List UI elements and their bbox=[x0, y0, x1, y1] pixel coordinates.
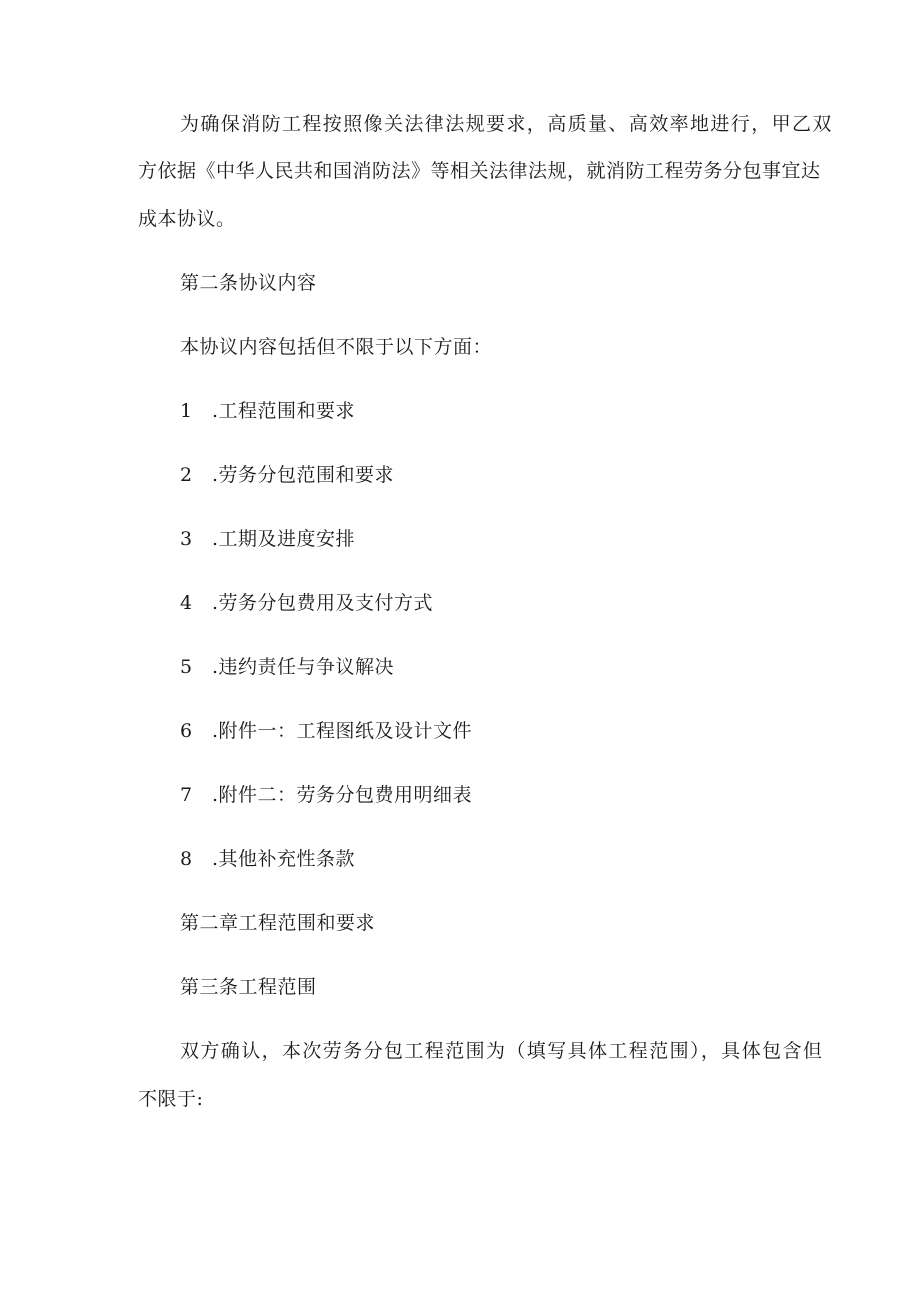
list-item-number: 4 bbox=[180, 592, 193, 614]
list-item-number: 8 bbox=[180, 848, 193, 870]
list-item-text: .违约责任与争议解决 bbox=[212, 656, 395, 678]
list-item-text: .劳务分包范围和要求 bbox=[212, 464, 395, 486]
list-item bbox=[180, 399, 355, 423]
list-item bbox=[180, 527, 355, 551]
list-item-number: 1 bbox=[180, 400, 193, 422]
list-item-text: .劳务分包费用及支付方式 bbox=[212, 592, 434, 614]
list-item bbox=[180, 591, 433, 615]
list-item-number: 3 bbox=[180, 528, 193, 550]
article3-heading: 第三条工程范围 bbox=[180, 976, 317, 998]
list-item-number: 6 bbox=[180, 720, 193, 742]
list-item bbox=[180, 783, 472, 807]
list-item-number: 5 bbox=[180, 656, 193, 678]
list-item bbox=[180, 847, 355, 871]
list-item-number: 2 bbox=[180, 464, 193, 486]
list-item-number: 7 bbox=[180, 784, 193, 806]
article3-paragraph-line-2: 不限于: bbox=[138, 1088, 204, 1110]
list-item-text: .工期及进度安排 bbox=[212, 528, 356, 550]
chapter2-heading: 第二章工程范围和要求 bbox=[180, 912, 376, 934]
list-item bbox=[180, 719, 472, 743]
list-item-text: .其他补充性条款 bbox=[212, 848, 356, 870]
article2-heading: 第二条协议内容 bbox=[180, 272, 317, 294]
list-item-text: .附件一：工程图纸及设计文件 bbox=[212, 720, 473, 742]
list-item-text: .附件二：劳务分包费用明细表 bbox=[212, 784, 473, 806]
list-item bbox=[180, 463, 394, 487]
intro-paragraph-line-2: 方依据《中华人民共和国消防法》等相关法律法规，就消防工程劳务分包事宜达 bbox=[138, 160, 821, 182]
list-item-text: .工程范围和要求 bbox=[212, 400, 356, 422]
intro-paragraph-line-3: 成本协议。 bbox=[138, 208, 236, 230]
list-item bbox=[180, 655, 394, 679]
article2-intro: 本协议内容包括但不限于以下方面： bbox=[180, 336, 493, 358]
article3-paragraph-line-1: 双方确认，本次劳务分包工程范围为（填写具体工程范围），具体包含但 bbox=[180, 1040, 824, 1062]
intro-paragraph-line-1: 为确保消防工程按照像关法律法规要求，高质量、高效率地进行，甲乙双 bbox=[180, 113, 833, 135]
